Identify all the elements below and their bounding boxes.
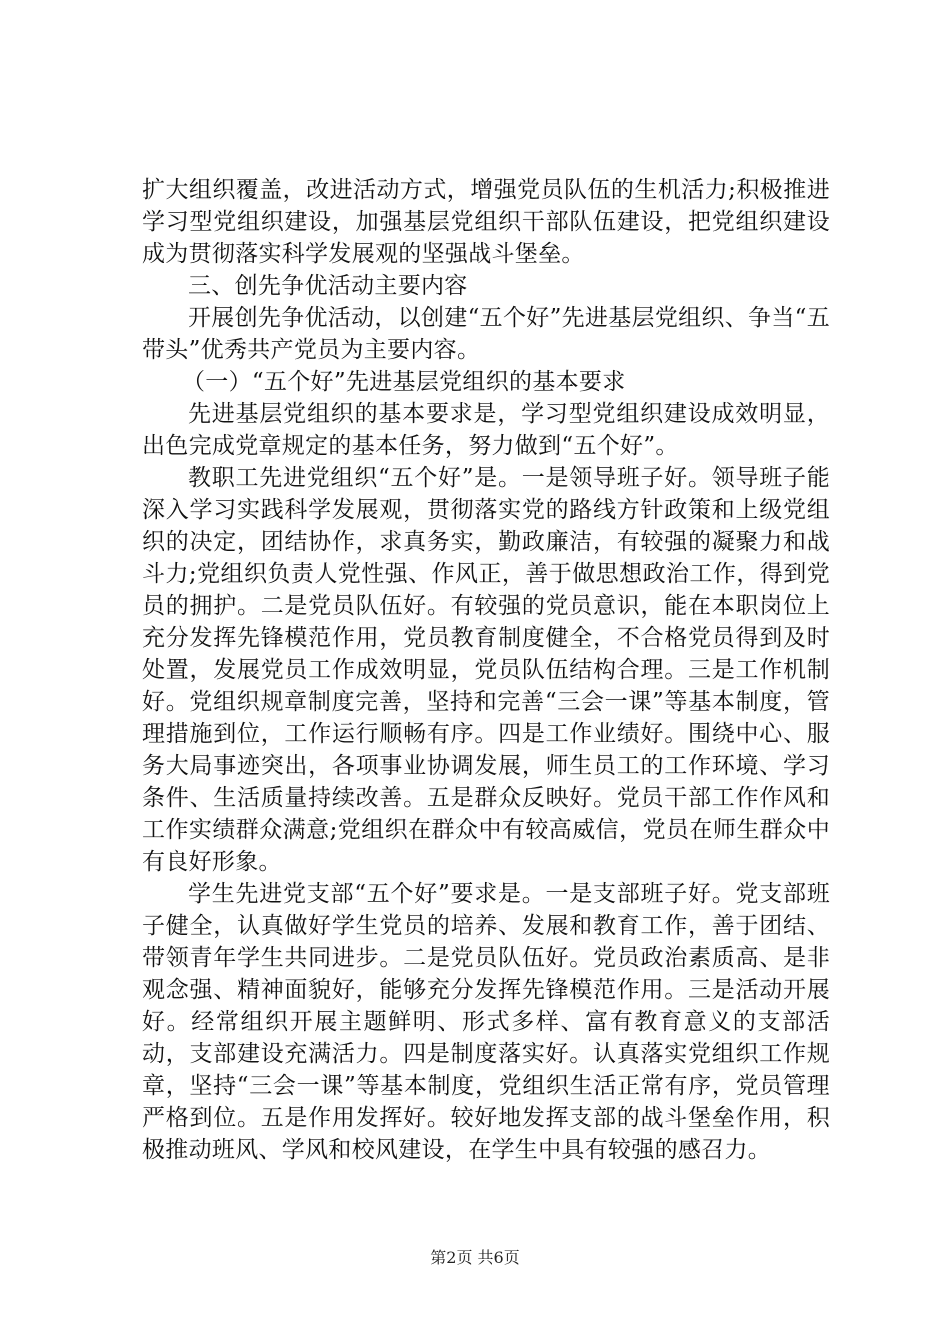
section-heading: 三、创先争优活动主要内容: [188, 273, 468, 299]
document-body: [142, 174, 830, 1166]
paragraph-main-content: 开展创先争优活动，以创建“五个好”先进基层党组织、争当“五带头”优秀共产党员为主要内容。: [142, 305, 830, 363]
subsection-heading: （一）“五个好”先进基层党组织的基本要求: [182, 369, 626, 395]
paragraph-continuation: 扩大组织覆盖，改进活动方式，增强党员队伍的生机活力;积极推进学习型党组织建设，加强基层党组织干部队伍建设，把党组织建设成为贯彻落实科学发展观的坚强战斗堡垒。: [142, 177, 830, 267]
paragraph-basic-requirements: 先进基层党组织的基本要求是，学习型党组织建设成效明显，出色完成党章规定的基本任务，努力做到“五个好”。: [142, 401, 830, 459]
page-number-footer: 第2页 共6页: [430, 1248, 520, 1267]
paragraph-student-five-goods: 学生先进党支部“五个好”要求是。一是支部班子好。党支部班子健全，认真做好学生党员的培养、发展和教育工作，善于团结、带领青年学生共同进步。二是党员队伍好。党员政治素质高、是非观念强、精神面貌好，能够充分发挥先锋模范作用。三是活动开展好。经常组织开展主题鲜明、形式多样、富有教育意义的支部活动，支部建设充满活力。四是制度落实好。认真落实党组织工作规章，坚持“三会一课”等基本制度，党组织生活正常有序，党员管理严格到位。五是作用发挥好。较好地发挥支部的战斗堡垒作用，积极推动班风、学风和校风建设，在学生中具有较强的感召力。: [142, 881, 830, 1163]
paragraph-staff-five-goods: 教职工先进党组织“五个好”是。一是领导班子好。领导班子能深入学习实践科学发展观，贯彻落实党的路线方针政策和上级党组织的决定，团结协作，求真务实，勤政廉洁，有较强的凝聚力和战斗力;党组织负责人党性强、作风正，善于做思想政治工作，得到党员的拥护。二是党员队伍好。有较强的党员意识，能在本职岗位上充分发挥先锋模范作用，党员教育制度健全，不合格党员得到及时处置，发展党员工作成效明显，党员队伍结构合理。三是工作机制好。党组织规章制度完善，坚持和完善“三会一课”等基本制度，管理措施到位，工作运行顺畅有序。四是工作业绩好。围绕中心、服务大局事迹突出，各项事业协调发展，师生员工的工作环境、学习条件、生活质量持续改善。五是群众反映好。党员干部工作作风和工作实绩群众满意;党组织在群众中有较高威信，党员在师生群众中有良好形象。: [142, 465, 830, 875]
